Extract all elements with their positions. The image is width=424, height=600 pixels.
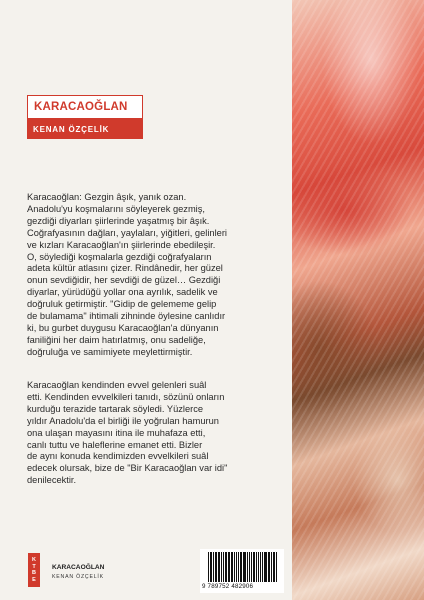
barcode-bar bbox=[218, 552, 219, 582]
blurb-line: faniliğini her daim hatırlatmış, onu sadeliğe, bbox=[27, 334, 206, 345]
barcode-bar bbox=[225, 552, 226, 582]
barcode-bar bbox=[254, 552, 255, 582]
barcode-bar bbox=[271, 552, 272, 582]
barcode-bar bbox=[249, 552, 250, 582]
blurb-paragraph-2 bbox=[27, 380, 289, 487]
isbn-number: 9 789752 482906 bbox=[202, 583, 254, 590]
blurb-line: Karacaoğlan kendinden evvel gelenleri suâl bbox=[27, 380, 207, 390]
book-title: KARACAOĞLAN bbox=[34, 101, 128, 113]
title-label-box bbox=[27, 95, 143, 119]
blurb-line: yıldır Anadolu'da el birliği ile yoğrulan hamurun bbox=[27, 415, 219, 426]
barcode-bar bbox=[232, 552, 233, 582]
blurb-line: O, söylediği koşmalarla gezdiği coğrafyaların bbox=[27, 251, 212, 262]
barcode-bar bbox=[243, 552, 244, 582]
barcode-bar bbox=[215, 552, 217, 582]
barcode-bar bbox=[274, 552, 275, 582]
blurb-paragraph-1 bbox=[27, 192, 289, 359]
barcode-bar bbox=[228, 552, 230, 582]
blurb-line: gezdiği diyarları şiirlerinde yaşatmış bir âşık. bbox=[27, 215, 210, 226]
blurb-line: ona ulaşan mayasını itina ile muhafaza etti, bbox=[27, 427, 206, 438]
footer-author: KENAN ÖZÇELİK bbox=[52, 574, 104, 580]
barcode-bar bbox=[251, 552, 252, 582]
logo-letter: E bbox=[32, 576, 36, 583]
barcode-bar bbox=[268, 552, 269, 582]
blurb-line: canlı tuttu ve haleflerine emanet etti. Bizler bbox=[27, 439, 203, 450]
barcode-bar bbox=[213, 552, 214, 582]
barcode-bar bbox=[226, 552, 227, 582]
barcode-bar bbox=[221, 552, 222, 582]
blurb-line: edecek olursak, bize de "Bir Karacaoğlan var idi" bbox=[27, 463, 228, 474]
barcode-bar bbox=[265, 552, 266, 582]
footer-title: KARACAOĞLAN bbox=[52, 564, 105, 571]
barcode-bar bbox=[240, 552, 241, 582]
barcode-bar bbox=[238, 552, 239, 582]
blurb-line: de aynı konuda kendimizden evvelkileri suâl bbox=[27, 451, 209, 462]
barcode-bar bbox=[269, 552, 270, 582]
barcode-bar bbox=[208, 552, 209, 582]
barcode-bar bbox=[256, 552, 257, 582]
blurb-line: etti. Kendinden evvelkileri tanıdı, sözünü onların bbox=[27, 391, 225, 402]
logo-letter: T bbox=[32, 563, 36, 570]
logo-letter: K bbox=[32, 557, 36, 563]
barcode-bar bbox=[219, 552, 220, 582]
blurb-line: ve kızları Karacaoğlan'ın şiirlerinde ebedileşir. bbox=[27, 239, 216, 250]
book-author: KENAN ÖZÇELİK bbox=[33, 124, 110, 134]
barcode-bar bbox=[253, 552, 254, 582]
barcode-bar bbox=[264, 552, 265, 582]
cover-artwork bbox=[292, 0, 424, 600]
barcode-bar bbox=[231, 552, 232, 582]
barcode-bar bbox=[247, 552, 248, 582]
blurb-line: Coğrafyasının dağları, yaylaları, yiğitleri, gelinleri bbox=[27, 227, 227, 238]
author-label-box bbox=[27, 119, 143, 139]
blurb-line: doğruluk getirmiştir. "Gidip de gelememe gelip bbox=[27, 299, 217, 310]
barcode-bar bbox=[262, 552, 263, 582]
barcode-bar bbox=[260, 552, 262, 582]
blurb-line: doğruluğa ve samimiyete meylettirmiştir. bbox=[27, 346, 193, 357]
blurb-line: Anadolu'yu koşmalarını söyleyerek gezmiş, bbox=[27, 203, 205, 214]
barcode-bar bbox=[223, 552, 224, 582]
logo-letter: B bbox=[32, 570, 36, 576]
blurb-line: ki, bu gurbet duygusu Karacaoğlan'a dünyanın bbox=[27, 322, 219, 333]
title-block bbox=[27, 95, 143, 140]
barcode-bar bbox=[244, 552, 246, 582]
barcode-bar bbox=[234, 552, 235, 582]
barcode-bar bbox=[273, 552, 274, 582]
barcode-bar bbox=[276, 552, 277, 582]
publisher-logo bbox=[28, 553, 40, 587]
blurb-line: Karacaoğlan: Gezgin âşık, yanık ozan. bbox=[27, 192, 187, 202]
blurb-line: kurduğu terazide tartarak söyledi. Yüzlerce bbox=[27, 403, 204, 414]
blurb-line: de bulamama" ihtimali zihninde öylesine canlıdır bbox=[27, 311, 226, 322]
blurb-line: denilecektir. bbox=[27, 475, 77, 486]
barcode-bar bbox=[236, 552, 237, 582]
barcode-bar bbox=[210, 552, 211, 582]
isbn-barcode bbox=[200, 549, 284, 593]
blurb-line: onun sevdiğidir, her sevdiği de güzel… Gezdiği bbox=[27, 275, 221, 286]
blurb-line: diyarlar, yürüdüğü yollar ona ayrılık, sadelik ve bbox=[27, 287, 218, 298]
barcode-bars bbox=[208, 552, 278, 582]
barcode-bar bbox=[241, 552, 242, 582]
blurb-line: adeta kültür atlasını çizer. Rindânedir, her güzel bbox=[27, 263, 223, 274]
barcode-bar bbox=[211, 552, 212, 582]
barcode-bar bbox=[258, 552, 259, 582]
